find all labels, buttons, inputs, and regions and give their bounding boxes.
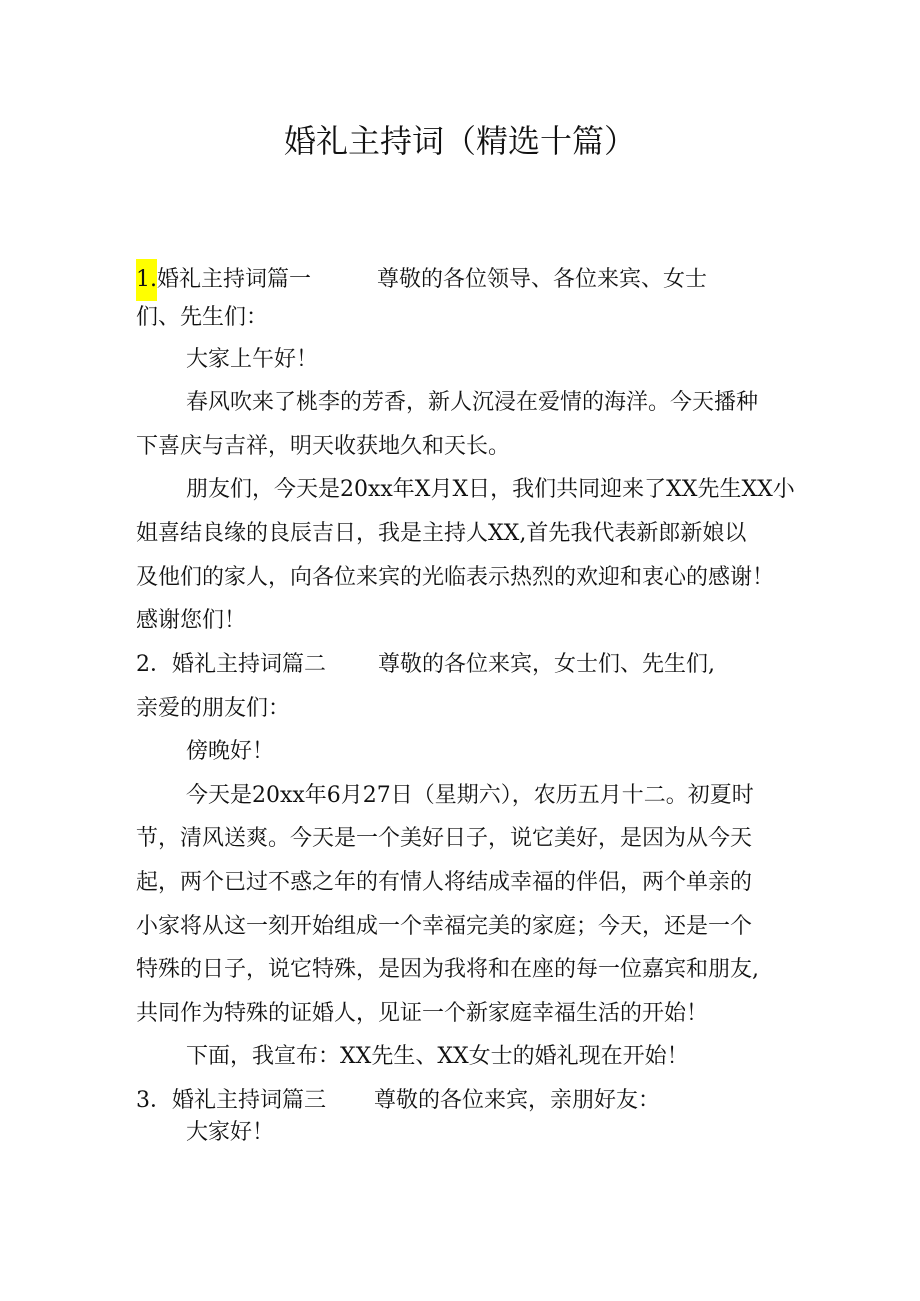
section-1-para-2-line-2: 下喜庆与吉祥，明天收获地久和天长。 [136,434,511,459]
section-1-para-3-line-2: 姐喜结良缘的良辰吉日，我是主持人XX,首先我代表新郎新娘以 [136,521,747,546]
section-3-para-1: 大家好！ [186,1120,275,1145]
section-1-para-3-line-1: 朋友们，今天是20xx年X月X日，我们共同迎来了XX先生XX小 [186,477,795,502]
section-3-heading-line [136,1086,660,1116]
section-1-heading: 婚礼主持词篇一 [157,267,312,292]
section-1-para-2-line-1: 春风吹来了桃李的芳香，新人沉浸在爱情的海洋。今天播种 [186,390,759,415]
section-1-greeting: 尊敬的各位领导、各位来宾、女士 [377,267,708,292]
section-3-heading: 3．婚礼主持词篇三 [136,1088,326,1113]
section-2-para-1: 傍晚好！ [186,739,275,764]
section-3-greeting: 尊敬的各位来宾，亲朋好友： [374,1088,661,1113]
section-2-para-2-line-5: 特殊的日子，说它特殊，是因为我将和在座的每一位嘉宾和朋友, [136,957,759,982]
section-2-para-2-line-3: 起，两个已过不惑之年的有情人将结成幸福的伴侣，两个单亲的 [136,870,753,895]
section-1-heading-line [136,259,707,301]
highlighted-section-number: 1. [136,259,157,301]
section-2-para-2-line-2: 节，清风送爽。今天是一个美好日子，说它美好，是因为从今天 [136,826,753,851]
section-2-heading-line [136,650,715,680]
section-2-para-2-line-4: 小家将从这一刻开始组成一个幸福完美的家庭；今天，还是一个 [136,914,753,939]
section-2-greeting: 尊敬的各位来宾，女士们、先生们, [378,652,715,677]
section-2-heading: 2．婚礼主持词篇二 [136,652,326,677]
section-2-para-2-line-1: 今天是20xx年6月27日（星期六），农历五月十二。初夏时 [186,783,754,808]
section-2-greeting-cont: 亲爱的朋友们： [136,696,291,721]
section-1-para-3-line-4: 感谢您们！ [136,608,247,633]
section-1-para-1: 大家上午好！ [186,347,319,372]
section-2-para-3: 下面，我宣布：XX先生、XX女士的婚礼现在开始！ [186,1044,689,1069]
document-title: 婚礼主持词（精选十篇） [283,122,636,160]
section-1-greeting-cont: 们、先生们： [136,305,269,330]
section-2-para-2-line-6: 共同作为特殊的证婚人，见证一个新家庭幸福生活的开始！ [136,1001,709,1026]
section-1-para-3-line-3: 及他们的家人，向各位来宾的光临表示热烈的欢迎和衷心的感谢！ [136,565,775,590]
